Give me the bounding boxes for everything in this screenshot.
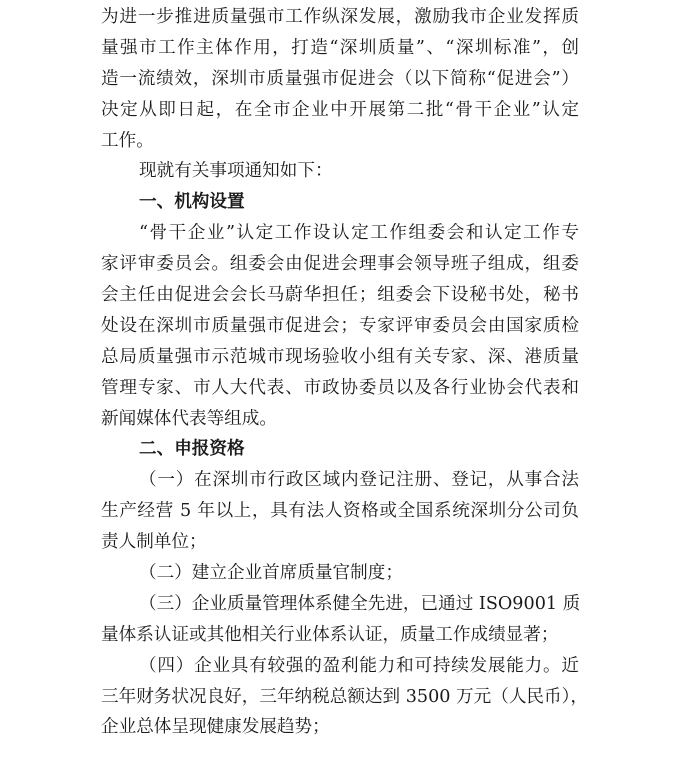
text-line: 工作。: [101, 130, 154, 151]
list-item-eligibility-4: [101, 651, 589, 744]
list-item-eligibility-1: [101, 465, 579, 558]
text-line: 为进一步推进质量强市工作纵深发展，激励我市企业发挥质: [101, 7, 579, 27]
paragraph-organization: [101, 218, 579, 434]
text-line: 责人制单位；: [101, 532, 207, 553]
paragraph-intro: [101, 2, 579, 156]
list-item-eligibility-3: [101, 589, 579, 651]
text-line: 新闻媒体代表等组成。: [101, 408, 277, 429]
text-line: 生产经营 5 年以上，具有法人资格或全国系统深圳分公司负: [101, 501, 579, 522]
document-page: [101, 2, 589, 743]
paragraph-notice: [101, 156, 579, 187]
text-line: 决定从即日起，在全市企业中开展第二批“骨干企业”认定: [101, 99, 579, 120]
text-line: “骨干企业”认定工作设认定工作组委会和认定工作专: [139, 223, 579, 244]
text-line: 总局质量强市示范城市现场验收小组有关专家、深、港质量: [101, 346, 579, 367]
text-line: 会主任由促进会会长马蔚华担任；组委会下设秘书处，秘书: [101, 285, 579, 306]
text-line: 造一流绩效，深圳市质量强市促进会（以下简称“促进会”）: [101, 68, 579, 89]
text-line: 管理专家、市人大代表、市政协委员以及各行业协会代表和: [101, 377, 579, 398]
text-line: （二）建立企业首席质量官制度；: [139, 563, 403, 584]
text-line: 三年财务状况良好，三年纳税总额达到 3500 万元（人民币），: [101, 686, 589, 707]
section-heading-eligibility: 二、申报资格: [139, 438, 245, 460]
text-line: （三）企业质量管理体系健全先进，已通过 ISO9001 质: [139, 593, 581, 614]
section-heading-organization: 一、机构设置: [139, 191, 245, 213]
text-line: 企业总体呈现健康发展趋势；: [101, 717, 330, 738]
text-line: 处设在深圳市质量强市促进会；专家评审委员会由国家质检: [101, 315, 579, 336]
text-line: 家评审委员会。组委会由促进会理事会领导班子组成，组委: [101, 254, 579, 275]
list-item-eligibility-2: [101, 558, 579, 589]
text-line: 量强市工作主体作用，打造“深圳质量”、“深圳标准”，创: [101, 37, 579, 58]
text-line: 现就有关事项通知如下：: [139, 161, 333, 182]
text-line: （四）企业具有较强的盈利能力和可持续发展能力。近: [139, 655, 579, 676]
text-line: （一）在深圳市行政区域内登记注册、登记，从事合法: [139, 470, 579, 491]
text-line: 量体系认证或其他相关行业体系认证，质量工作成绩显著；: [101, 624, 559, 645]
